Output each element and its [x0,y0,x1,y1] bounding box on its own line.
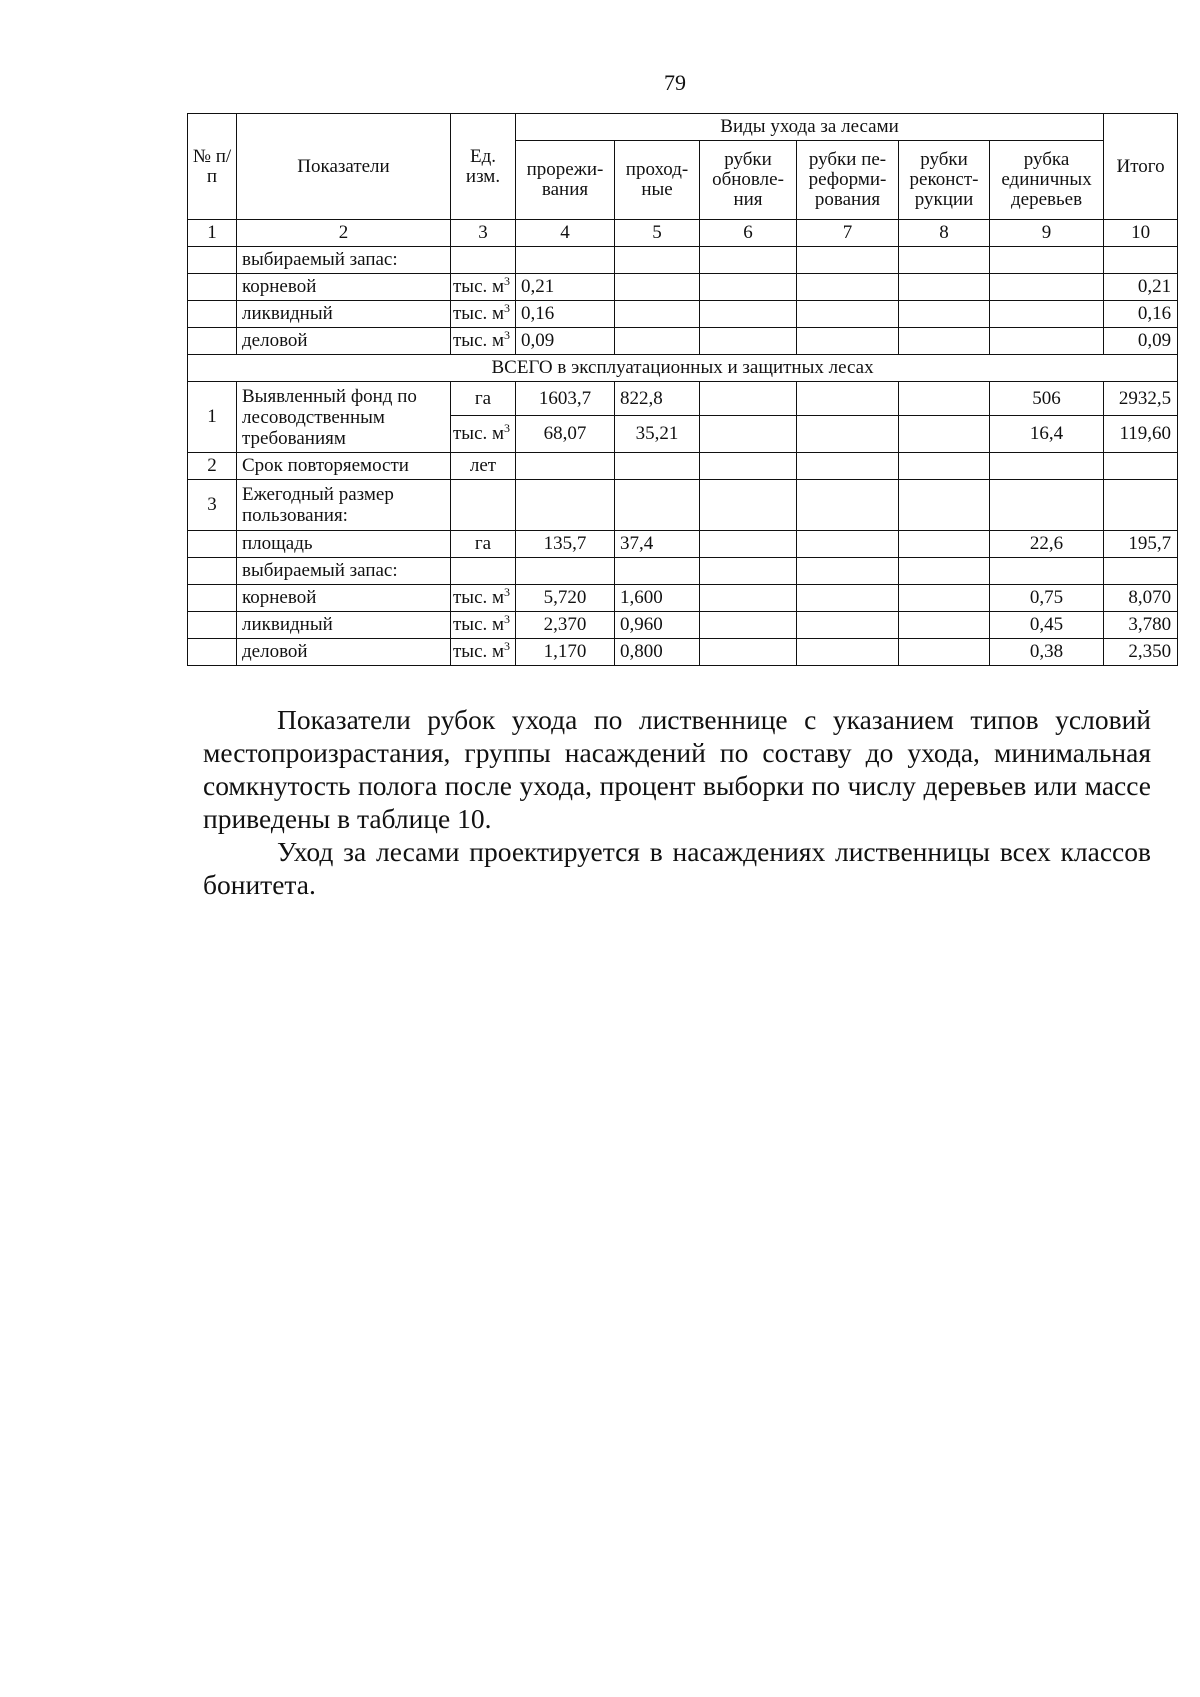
col-number: 4 [516,220,615,247]
value-cell: 1603,7 [516,382,615,416]
row-label: ликвидный [237,301,451,328]
total-cell: 2932,5 [1104,382,1178,416]
row-label: выбираемый запас: [237,558,451,585]
table-row [188,247,1178,274]
value-cell: 16,4 [990,416,1104,453]
total-cell: 0,16 [1104,301,1178,328]
col-number: 1 [188,220,237,247]
row-label: Срок повторяемости [237,453,451,480]
total-cell: 8,070 [1104,585,1178,612]
value-cell: 68,07 [516,416,615,453]
unit-cell: тыс. $м^3$ [451,301,516,328]
value-cell: 35,21 [615,416,700,453]
value-cell: 135,7 [516,531,615,558]
header-num: № п/п [188,114,237,220]
unit-cell: лет [451,453,516,480]
body-text [203,703,1151,901]
header-reformation: рубки пе- реформи- рования [797,141,899,220]
value-cell: 0,45 [990,612,1104,639]
section-title: ВСЕГО в эксплуатационных и защитных лесах [188,355,1178,382]
row-number: 3 [188,480,237,531]
section-row [188,355,1178,382]
value-cell: 822,8 [615,382,700,416]
total-cell: 0,21 [1104,274,1178,301]
table-row [188,274,1178,301]
table-row [188,558,1178,585]
table-row [188,453,1178,480]
forest-care-table [187,113,1178,666]
row-label: деловой [237,328,451,355]
value-cell: 37,4 [615,531,700,558]
header-row-1 [188,114,1178,141]
unit-cell: тыс. $м^3$ [451,612,516,639]
header-indicator: Показатели [237,114,451,220]
header-passage: проход- ные [615,141,700,220]
header-thinning: прорежи- вания [516,141,615,220]
paragraph: Уход за лесами проектируется в насаждениях лиственницы всех классов бонитета. [203,836,1151,900]
value-cell: 0,960 [615,612,700,639]
col-number: 7 [797,220,899,247]
header-reconstruction: рубки реконст- рукции [899,141,990,220]
col-number: 2 [237,220,451,247]
header-total: Итого [1104,114,1178,220]
header-renewal: рубки обновле- ния [700,141,797,220]
header-unit: Ед. изм. [451,114,516,220]
table-row [188,612,1178,639]
value-cell: 5,720 [516,585,615,612]
row-label: выбираемый запас: [237,247,451,274]
row-label: площадь [237,531,451,558]
row-label: ликвидный [237,612,451,639]
row-label: корневой [237,274,451,301]
row-label: корневой [237,585,451,612]
value-cell: 22,6 [990,531,1104,558]
col-number: 10 [1104,220,1178,247]
table-row [188,639,1178,666]
row-label: деловой [237,639,451,666]
table-row [188,531,1178,558]
value-cell: 0,800 [615,639,700,666]
row-label: Выявленный фонд по лесоводственным требованиям [237,382,451,453]
unit-cell: тыс. $м^3$ [451,585,516,612]
value-cell: 2,370 [516,612,615,639]
unit-cell: тыс. $м^3$ [451,416,516,453]
total-cell: 3,780 [1104,612,1178,639]
table-row [188,328,1178,355]
table-row [188,382,1178,416]
col-number: 8 [899,220,990,247]
total-cell: 119,60 [1104,416,1178,453]
column-number-row [188,220,1178,247]
value-cell: 1,600 [615,585,700,612]
col-number: 3 [451,220,516,247]
value-cell: 0,16 [516,301,615,328]
col-number: 9 [990,220,1104,247]
value-cell: 0,75 [990,585,1104,612]
total-cell: 195,7 [1104,531,1178,558]
value-cell: 506 [990,382,1104,416]
table-row [188,585,1178,612]
col-number: 5 [615,220,700,247]
unit-cell: тыс. $м^3$ [451,639,516,666]
value-cell: 0,09 [516,328,615,355]
page-number: 79 [664,70,686,95]
row-number: 1 [188,382,237,453]
col-number: 6 [700,220,797,247]
value-cell: 1,170 [516,639,615,666]
table-row [188,480,1178,531]
total-cell: 2,350 [1104,639,1178,666]
value-cell: 0,21 [516,274,615,301]
unit-cell: га [451,531,516,558]
header-care-types: Виды ухода за лесами [516,114,1104,141]
unit-cell: тыс. $м^3$ [451,328,516,355]
table-row [188,301,1178,328]
row-label: Ежегодный размер пользования: [237,480,451,531]
total-cell: 0,09 [1104,328,1178,355]
row-number: 2 [188,453,237,480]
paragraph: Показатели рубок ухода по лиственнице с указанием типов условий местопроизрастания, группы насаждений по составу до ухода, минимальная сомкнутость полога после ухода, процент выборки по числу деревьев или массе приведены в таблице 10. [203,704,1151,834]
unit-cell: га [451,382,516,416]
header-single-trees: рубка единичных деревьев [990,141,1104,220]
unit-cell: тыс. $м^3$ [451,274,516,301]
value-cell: 0,38 [990,639,1104,666]
